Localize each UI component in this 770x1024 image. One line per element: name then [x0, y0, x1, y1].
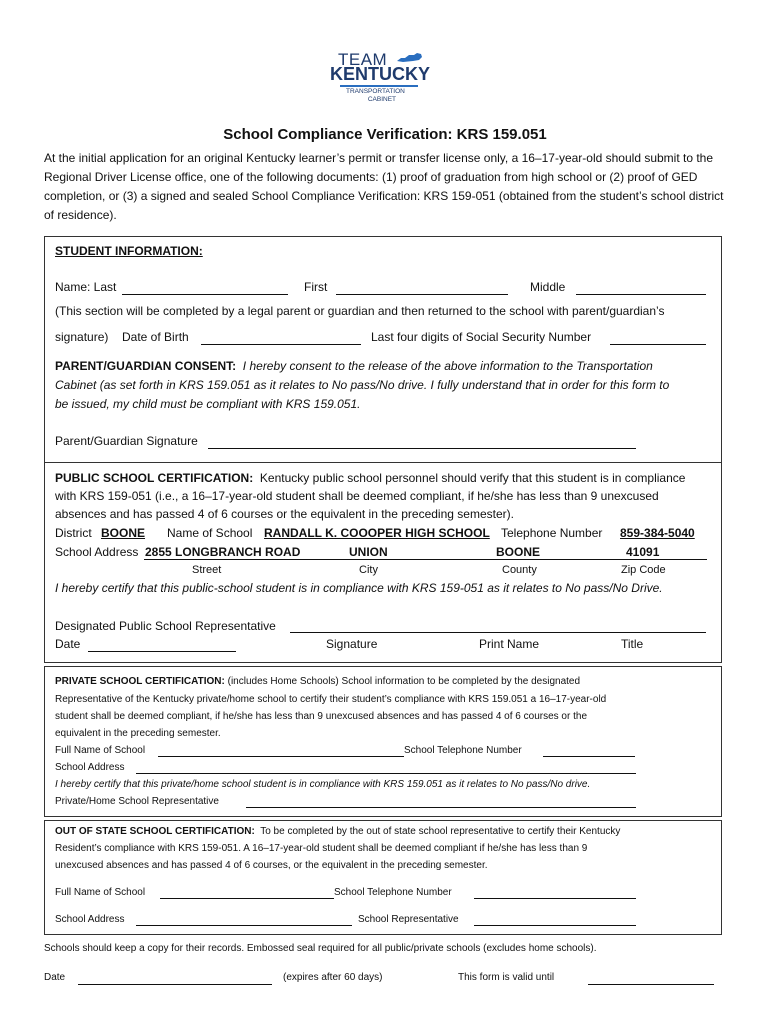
zip-caption: Zip Code [621, 564, 666, 576]
first-name-label: First [304, 280, 328, 294]
kentucky-state-icon [395, 52, 423, 64]
public-line-2: with KRS 159-051 (i.e., a 16–17-year-old student shall be deemed compliant, if he/she has less than 9 unexcused [55, 489, 659, 503]
school-name-label: Name of School [167, 526, 253, 540]
oos-rep-field[interactable] [474, 925, 636, 926]
logo-subtitle: TRANSPORTATION CABINET [346, 88, 405, 103]
district-label: District [55, 526, 92, 540]
valid-until-label: This form is valid until [458, 972, 555, 983]
private-address-field[interactable] [136, 773, 636, 774]
private-line-4: equivalent in the preceding semester. [55, 728, 221, 739]
oos-phone-field[interactable] [474, 898, 636, 899]
school-name-value[interactable]: RANDALL K. COOOPER HIGH SCHOOL [264, 526, 490, 540]
student-note: (This section will be completed by a legal parent or guardian and then returned to the school with parent/guardian’s [55, 304, 665, 318]
telephone-label: Telephone Number [501, 526, 603, 540]
oos-line-3: unexcused absences and has passed 4 of 6 courses, or the equivalent in the preceding semester. [55, 860, 488, 871]
signature-note: signature) [55, 330, 109, 344]
first-name-field[interactable] [336, 294, 508, 295]
private-phone-field[interactable] [543, 756, 635, 757]
city-caption: City [359, 564, 378, 576]
oos-phone-label: School Telephone Number [334, 887, 452, 898]
school-address-label: School Address [55, 545, 139, 559]
signature-caption: Signature [326, 637, 378, 651]
last-name-label: Name: Last [55, 280, 117, 294]
ssn-field[interactable] [610, 344, 706, 345]
ssn-label: Last four digits of Social Security Number [371, 330, 592, 344]
footer-date-label: Date [44, 972, 66, 983]
private-full-name-field[interactable] [158, 756, 404, 757]
oos-full-name-field[interactable] [160, 898, 334, 899]
private-full-name-label: Full Name of School [55, 745, 146, 756]
last-name-field[interactable] [122, 294, 288, 295]
public-rep-field[interactable] [290, 632, 706, 633]
intro-paragraph: At the initial application for an original Kentucky learner’s permit or transfer license only, a 16–17-year-old should submit to the Regional Driver License office, one of the following documents: (1) proof of graduation from high school or (2) proof of GED completion, or (3) a signed and sealed School Compliance Verification: KRS 159-051 (obtained from the student’s school district of residence). [44, 151, 724, 222]
public-line-3: absences and has passed 4 of 6 courses or the equivalent in the preceding semester). [55, 507, 514, 521]
dob-label: Date of Birth [122, 330, 189, 344]
private-rep-label: Private/Home School Representative [55, 796, 219, 807]
oos-line-2: Resident’s compliance with KRS 159-051. A 16–17-year-old student shall be deemed compliant if he/she has less than 9 [55, 843, 588, 854]
county-value[interactable]: BOONE [496, 545, 541, 559]
oos-line-1: OUT OF STATE SCHOOL CERTIFICATION: To be completed by the out of state school representative to certify their Kentucky [55, 826, 621, 837]
address-underline [144, 559, 707, 560]
student-information-section [44, 236, 722, 463]
consent-line-3: be issued, my child must be compliant with KRS 159.051. [55, 397, 361, 411]
logo-divider [340, 85, 418, 87]
street-value[interactable]: 2855 LONGBRANCH ROAD [145, 545, 301, 559]
private-certify-statement: I hereby certify that this private/home school student is in compliance with KRS 159.051 as it relates to No pass/No drive. [55, 779, 591, 790]
telephone-value[interactable]: 859-384-5040 [620, 526, 695, 540]
public-certify-statement: I hereby certify that this public-school student is in compliance with KRS 159-051 as it relates to No pass/No Drive. [55, 581, 663, 595]
logo-team-text: TEAM [338, 50, 388, 69]
student-heading: STUDENT INFORMATION: [55, 244, 203, 258]
street-caption: Street [192, 564, 222, 576]
city-value[interactable]: UNION [349, 545, 388, 559]
private-school-section [44, 666, 722, 817]
oos-rep-label: School Representative [358, 914, 459, 925]
zip-value[interactable]: 41091 [626, 545, 660, 559]
records-note: Schools should keep a copy for their records. Embossed seal required for all public/private schools (excludes home schools). [44, 943, 597, 954]
private-rep-field[interactable] [246, 807, 636, 808]
consent-line-1: PARENT/GUARDIAN CONSENT: I hereby consent to the release of the above information to the Transportation [55, 359, 653, 373]
print-name-caption: Print Name [479, 637, 540, 651]
private-address-label: School Address [55, 762, 125, 773]
public-date-label: Date [55, 637, 81, 651]
public-rep-label: Designated Public School Representative [55, 619, 276, 633]
guardian-signature-label: Parent/Guardian Signature [55, 434, 198, 448]
district-value[interactable]: BOONE [101, 526, 146, 540]
page-title: School Compliance Verification: KRS 159.051 [223, 126, 547, 143]
valid-until-field[interactable] [588, 984, 714, 985]
county-caption: County [502, 564, 537, 576]
middle-name-field[interactable] [576, 294, 706, 295]
dob-field[interactable] [201, 344, 361, 345]
footer-date-field[interactable] [78, 984, 272, 985]
private-line-1: PRIVATE SCHOOL CERTIFICATION: (includes Home Schools) School information to be completed by the designated [55, 676, 581, 687]
consent-line-2: Cabinet (as set forth in KRS 159.051 as it relates to No pass/No drive. I fully understand that in order for this form to [55, 378, 670, 392]
private-phone-label: School Telephone Number [404, 745, 522, 756]
private-line-3: student shall be deemed compliant, if he/she has less than 9 unexcused absences and has passed 4 of 6 courses or the [55, 711, 588, 722]
oos-address-label: School Address [55, 914, 125, 925]
middle-name-label: Middle [530, 280, 566, 294]
guardian-signature-field[interactable] [208, 448, 636, 449]
expires-note: (expires after 60 days) [283, 972, 383, 983]
private-line-2: Representative of the Kentucky private/home school to certify their student’s compliance with KRS 159.051 a 16–17-year-old [55, 694, 607, 705]
title-caption: Title [621, 637, 644, 651]
logo-kentucky-text: KENTUCKY [330, 64, 431, 84]
public-line-1: PUBLIC SCHOOL CERTIFICATION: Kentucky public school personnel should verify that this student is in compliance [55, 471, 686, 485]
oos-full-name-label: Full Name of School [55, 887, 146, 898]
public-date-field[interactable] [88, 651, 236, 652]
oos-address-field[interactable] [136, 925, 352, 926]
